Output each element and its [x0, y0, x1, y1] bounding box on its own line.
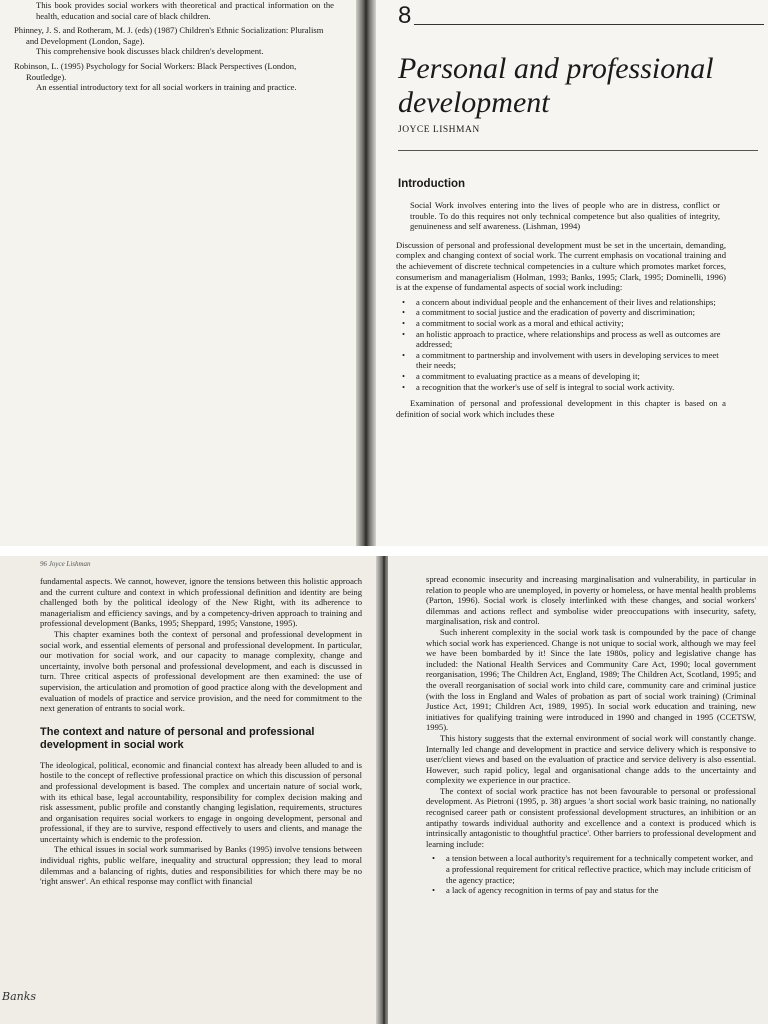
chapter-author: JOYCE LISHMAN: [398, 125, 480, 135]
paragraph: Examination of personal and professional development in this chapter is based on a definition of social work which includes these: [396, 398, 726, 419]
reference-annotation: An essential introductory text for all social workers in training and practice.: [36, 82, 297, 93]
list-item: • a recognition that the worker's use of self is integral to social work activity.: [402, 381, 675, 392]
list-item: • an holistic approach to practice, where relationships and process as well as outcomes are addressed;: [402, 328, 721, 350]
divider: [398, 150, 758, 151]
bullet-list: [426, 853, 756, 895]
page-bottom-right: [388, 556, 768, 1024]
handwritten-margin-note: Banks: [2, 990, 37, 1003]
paragraph: Such inherent complexity in the social work task is compounded by the pace of change which social work has experienced. Change is not unique to social work, although we may feel we have been bombarded by it! Since the late 1980s, policy and legislative change has included: the National Health Services and Community Care Act, 1990; local government reorganisation, 1996; The Children Act, England, 1989; The Children Act, Scotland, 1995; and the overall reorganisation of social work into child care, community care and criminal justice (with the loss in England and Wales of probation as part of social work training) (Criminal Justice Act, 1991; Children Act, 1989, 1995). In social work education and training, new initiatives for qualifying training were introduced in 1990 and changed in 1995 (CCETSW, 1995).: [426, 626, 756, 733]
paragraph: spread economic insecurity and increasing marginalisation and vulnerability, in particular in relation to people who are unemployed, in poverty or homeless, or have mental health problems (Parton, 1996). Social work is closely interlinked with these changes, and social workers' dilemmas and actions reflect and symbolise wider preoccupations with insecurity, safety, marginalisation, risk and control.: [426, 574, 756, 627]
reference-entry: [14, 61, 334, 93]
section-heading: The context and nature of personal and professional development in social work: [40, 725, 315, 751]
paragraph: fundamental aspects. We cannot, however, ignore the tensions between this holistic approach and the current culture and context in which professional definition and identity are being challenged both by the political ideology of the New Right, with its adherence to managerialism and efficiency savings, and by a competency-driven approach to training and professional development (Banks, 1995; Sheppard, 1995; Vanstone, 1995).: [40, 576, 362, 629]
page-top-left: [0, 0, 365, 548]
paragraph: Discussion of personal and professional development must be set in the uncertain, demanding, complex and changing context of social work. The current emphasis on vocational training and the achievement of discrete technical competencies in a culture which promotes market forces, consumerism and managerialism (Holman, 1993; Banks, 1995; Clark, 1995; Dominelli, 1996) is at the expense of fundamental aspects of social work including:: [396, 239, 726, 293]
chapter-number: 8: [398, 2, 412, 29]
paragraph: The ideological, political, economic and financial context has already been alluded to and is hostile to the concept of reflective professional practice on which this discussion of personal and professional development is based. The complex and uncertain nature of social work, with its ethical base, legal accountability, responsibility for complex decision making and risk assessment, public profile and constantly changing legislation, requirements, structures and organisation requires social workers to engage in ongoing development, personal and professional, if they are to survive, respond effectively to users and clients, and manage the uncertainty which is endemic to the profession.: [40, 759, 362, 844]
list-item: • a commitment to partnership and involvement with users in developing services to meet their needs;: [402, 349, 719, 371]
chapter-rule: [414, 24, 764, 25]
bullet-icon: •: [402, 381, 406, 392]
page-top-right: [372, 0, 768, 548]
paragraph: This history suggests that the external environment of social work will constantly change. Internally led change and development in practice and service delivery which is responsive to user/client views and based on the evaluation of practice and service delivery is also essential. However, such rapid policy, legal and organisational change adds to the uncertainty and complexity we experience in our practice.: [426, 732, 756, 786]
reference-citation: Robinson, L. (1995) Psychology for Social Workers: Black Perspectives (London, Routledge).: [14, 60, 297, 82]
bullet-icon: •: [402, 349, 406, 360]
bullet-list: [396, 297, 726, 392]
reference-citation: Phinney, J. S. and Rotheram, M. J. (eds) (1987) Children's Ethnic Socialization: Pluralism and Development (London, Sage).: [14, 25, 324, 46]
list-item: • a commitment to social work as a moral and ethical activity;: [402, 317, 624, 328]
epigraph-quote: Social Work involves entering into the lives of people who are in distress, conflict or trouble. To do this requires not only technical competence but also qualities of integrity, genuineness and self awareness. (Lishman, 1994): [410, 200, 720, 232]
section-heading: Introduction: [398, 178, 466, 190]
bullet-icon: •: [432, 885, 436, 896]
bullet-icon: •: [402, 328, 406, 339]
reference-annotation: This book provides social workers with theoretical and practical information on the health, education and social care of black children.: [36, 0, 334, 21]
paragraph: The context of social work practice has not been favourable to personal or professional development. As Pietroni (1995, p. 38) argues 'a short social work basic training, no nationally recognised career path or consistent professional development structures, an inhibition or an antipathy towards individual authority and excellence and a context is produced which is intrinsically antagonistic to thoughtful practice'. Other barriers to professional development and learning include:: [426, 785, 756, 849]
reference-entry: [14, 25, 334, 57]
book-spine: [356, 0, 376, 548]
list-item: • a lack of agency recognition in terms of pay and status for the: [432, 885, 659, 896]
bullet-icon: •: [432, 853, 436, 864]
list-item: • a commitment to social justice and the eradication of poverty and discrimination;: [402, 307, 695, 318]
list-item: • a concern about individual people and the enhancement of their lives and relationships;: [402, 296, 716, 307]
bullet-icon: •: [402, 296, 406, 307]
paragraph: This chapter examines both the context of personal and professional development in social work, and essential elements of personal and professional development. In particular, our motivation for social work, and our capacity to manage complexity, change and uncertainty, involve both personal and professional development, and each is discussed in turn. Three critical aspects of professional development are then examined: the use of supervision, the articulation and promotion of good practice along with the development and evaluation of models of practice and service provision, and the need for commitment to the next generation of entrants to social work.: [40, 628, 362, 714]
reference-annotation: This comprehensive book discusses black children's development.: [36, 46, 264, 57]
paragraph: The ethical issues in social work summarised by Banks (1995) involve tensions between individual rights, public welfare, inequality and structural oppression; they lead to moral dilemmas and a balancing of rights, duties and responsibilities for which there may be no 'right answer'. An ethical response may conflict with financial: [40, 844, 362, 887]
list-item: • a commitment to evaluating practice as a means of developing it;: [402, 370, 640, 381]
chapter-title: Personal and professional development: [398, 52, 714, 119]
bullet-icon: •: [402, 307, 406, 318]
bullet-icon: •: [402, 317, 406, 328]
running-head: 96 Joyce Lishman: [40, 560, 91, 568]
list-item: • a tension between a local authority's requirement for a technically competent worker, and a professional requirement for critical reflective practice, which may include criticism of the agency practice;: [432, 853, 753, 885]
bullet-icon: •: [402, 370, 406, 381]
page-bottom-left: [0, 556, 382, 1024]
